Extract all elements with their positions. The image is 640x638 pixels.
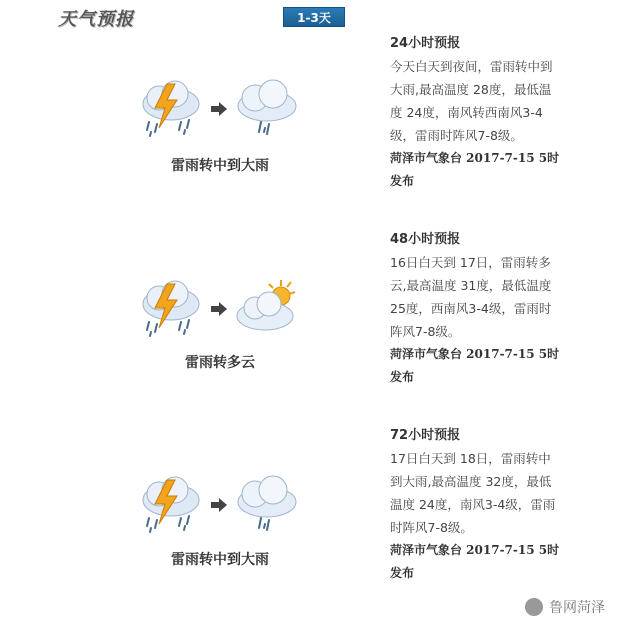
forecast-source: 菏泽市气象台 2017-7-15 5时发布 — [390, 543, 560, 580]
thunderstorm-icon — [137, 278, 203, 340]
forecast-source: 菏泽市气象台 2017-7-15 5时发布 — [390, 347, 560, 384]
tab-1-3-days[interactable]: 1-3天 — [283, 7, 345, 27]
weather-icons — [137, 78, 307, 146]
thunderstorm-icon — [137, 78, 203, 140]
weather-forecast-logo: 天气预报 — [58, 9, 134, 30]
weather-icons — [137, 474, 307, 542]
moderate-heavy-rain-icon — [235, 474, 299, 536]
moderate-heavy-rain-icon — [235, 78, 299, 140]
weather-icons — [137, 278, 307, 346]
forecast-title: 48小时预报 — [390, 232, 461, 247]
condition-label: 雷雨转中到大雨 — [171, 552, 269, 568]
forecast-source: 菏泽市气象台 2017-7-15 5时发布 — [390, 151, 560, 188]
watermark — [525, 597, 605, 617]
forecast-body: 今天白天到夜间，雷雨转中到大雨,最高温度 28度，最低温度 24度，南风转西南风3-4级，雷雨时阵风7-8级。 — [390, 59, 553, 143]
wechat-logo-icon — [525, 598, 543, 616]
thunderstorm-icon — [137, 474, 203, 536]
forecast-title: 24小时预报 — [390, 36, 461, 51]
right-arrow-icon — [211, 102, 227, 116]
forecast-text — [390, 424, 560, 585]
condition-label: 雷雨转多云 — [185, 355, 255, 371]
right-arrow-icon — [211, 302, 227, 316]
partly-cloudy-icon — [235, 278, 301, 340]
condition-label: 雷雨转中到大雨 — [171, 158, 269, 174]
right-arrow-icon — [211, 498, 227, 512]
forecast-text — [390, 228, 560, 389]
forecast-body: 17日白天到 18日，雷雨转中到大雨,最高温度 32度，最低温度 24度，南风3-4级，雷雨时阵风7-8级。 — [390, 451, 556, 535]
forecast-title: 72小时预报 — [390, 428, 461, 443]
forecast-text — [390, 32, 560, 193]
forecast-body: 16日白天到 17日，雷雨转多云,最高温度 31度，最低温度 25度，西南风3-4级，雷雨时阵风7-8级。 — [390, 255, 552, 339]
watermark-text: 鲁网菏泽 — [549, 600, 605, 616]
